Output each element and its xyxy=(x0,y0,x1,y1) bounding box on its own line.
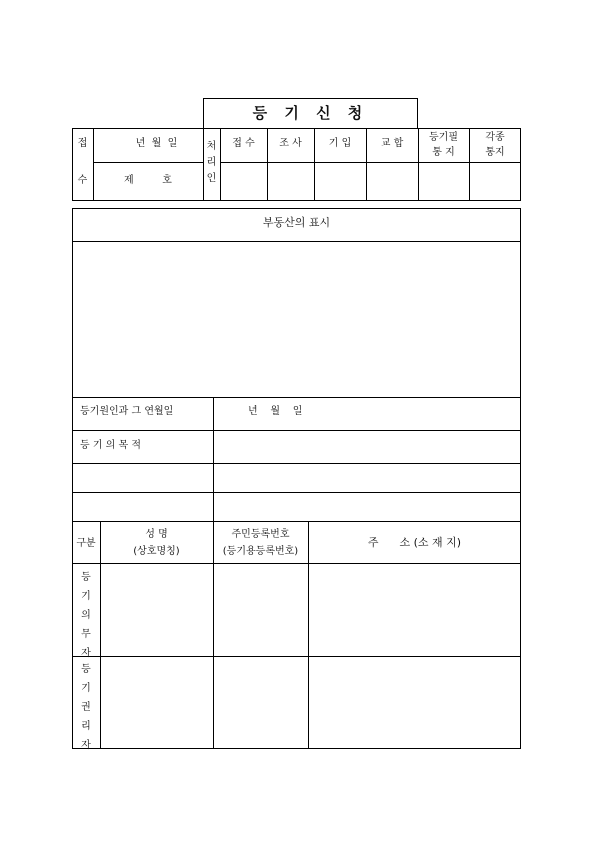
cause-label: 등기원인과 그 연월일 xyxy=(80,406,174,417)
reception-date: 년 월 일 xyxy=(135,138,178,149)
reception-number: 제 호 xyxy=(124,175,172,186)
obligor-name-cell[interactable] xyxy=(101,564,212,655)
col-investigation: 조 사 xyxy=(279,138,302,149)
reception-label-top: 접 xyxy=(77,138,88,149)
right-holder-name-cell[interactable] xyxy=(101,657,212,748)
right-holder-id-cell[interactable] xyxy=(214,657,307,748)
cause-date[interactable]: 년 월 일 xyxy=(248,406,303,417)
col-various-notice: 각종 통지 xyxy=(485,132,505,158)
col-id-number: 주민등록번호 (등기용등록번호) xyxy=(222,529,299,557)
obligor-address-cell[interactable] xyxy=(309,564,520,655)
col-name: 성 명 (상호명칭) xyxy=(133,529,180,557)
col-registration-notice: 등기필 통 지 xyxy=(429,132,458,158)
page-title: 등 기 신 청 xyxy=(252,104,369,122)
col-address: 주 소 (소 재 지) xyxy=(367,536,462,549)
col-collation: 교 합 xyxy=(380,138,404,149)
property-description-area[interactable] xyxy=(73,242,520,397)
property-heading: 부동산의 표시 xyxy=(262,216,331,229)
col-entry: 기 입 xyxy=(328,138,352,149)
purpose-label: 등 기 의 목 적 xyxy=(80,440,142,451)
reception-label-bottom: 수 xyxy=(77,175,88,186)
col-gubun: 구분 xyxy=(76,538,96,549)
obligor-label: 등 기 의 무 자 xyxy=(81,572,91,659)
handler-label: 처 리 인 xyxy=(206,141,217,184)
col-receipt: 접 수 xyxy=(232,138,255,149)
obligor-id-cell[interactable] xyxy=(214,564,307,655)
right-holder-label: 등 기 권 리 자 xyxy=(81,664,91,751)
right-holder-address-cell[interactable] xyxy=(309,657,520,748)
